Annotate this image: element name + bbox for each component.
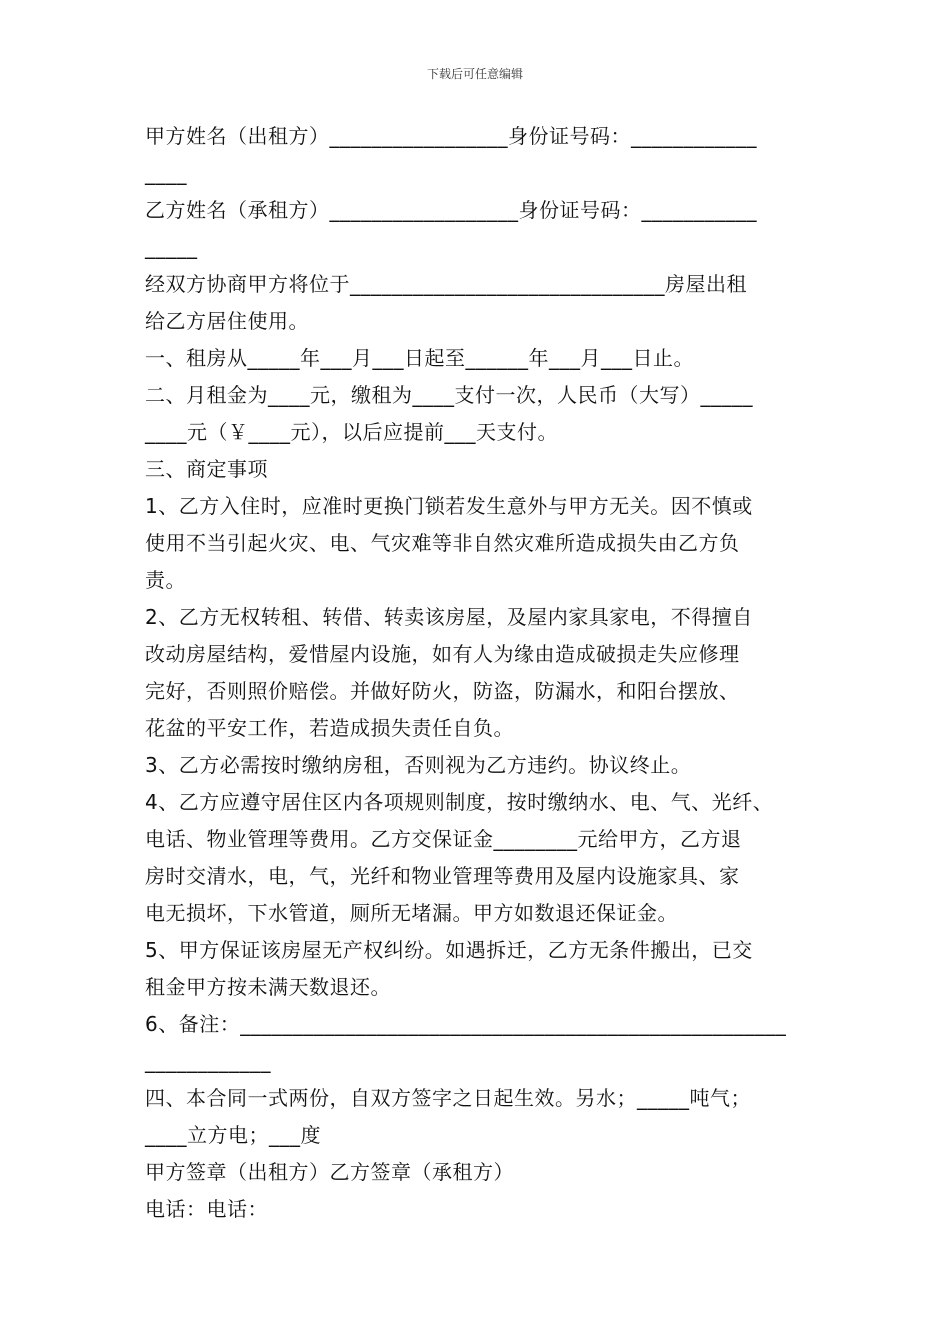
term-2-line-2: 改动房屋结构，爱惜屋内设施，如有人为缘由造成破损走失应修理 bbox=[145, 642, 740, 666]
rent-clause-cont: ____元（￥____元），以后应提前___天支付。 bbox=[145, 420, 558, 444]
term-4-line-3: 房时交清水，电，气，光纤和物业管理等费用及屋内设施家具、家 bbox=[145, 864, 740, 888]
section-four-line-2: ____立方电；___度 bbox=[145, 1123, 321, 1147]
term-1-line-2: 使用不当引起火灾、电、气灾难等非自然灾难所造成损失由乙方负 bbox=[145, 531, 740, 555]
term-5-line-1: 5、甲方保证该房屋无产权纠纷。如遇拆迁，乙方无条件搬出，已交 bbox=[145, 938, 753, 962]
party-a-id-continuation: ____ bbox=[145, 161, 187, 185]
term-1-line-1: 1、乙方入住时，应准时更换门锁若发生意外与甲方无关。因不慎或 bbox=[145, 494, 753, 518]
term-6-remarks-cont: ____________ bbox=[145, 1049, 271, 1073]
term-4-line-4: 电无损坏，下水管道，厕所无堵漏。甲方如数退还保证金。 bbox=[145, 901, 678, 925]
signature-line: 甲方签章（出租方）乙方签章（承租方） bbox=[145, 1160, 514, 1184]
term-4-line-1: 4、乙方应遵守居住区内各项规则制度，按时缴纳水、电、气、光纤、 bbox=[145, 790, 774, 814]
page-header: 下载后可任意编辑 bbox=[426, 67, 523, 81]
term-3: 3、乙方必需按时缴纳房租，否则视为乙方违约。协议终止。 bbox=[145, 753, 692, 777]
contract-body bbox=[145, 118, 810, 1228]
term-6-remarks: 6、备注：____________________________________________________ bbox=[145, 1012, 787, 1036]
term-2-line-3: 完好，否则照价赔偿。并做好防火，防盗，防漏水，和阳台摆放、 bbox=[145, 679, 740, 703]
term-1-line-3: 责。 bbox=[145, 568, 186, 592]
property-use-line: 给乙方居住使用。 bbox=[145, 309, 309, 333]
party-b-name-line: 乙方姓名（承租方）__________________身份证号码：___________ bbox=[145, 198, 757, 222]
phone-line: 电话：电话： bbox=[145, 1197, 268, 1221]
property-location-line: 经双方协商甲方将位于______________________________房屋出租 bbox=[145, 272, 747, 296]
section-four-line-1: 四、本合同一式两份，自双方签字之日起生效。另水；_____吨气； bbox=[145, 1086, 751, 1110]
term-4-line-2: 电话、物业管理等费用。乙方交保证金________元给甲方，乙方退 bbox=[145, 827, 742, 851]
party-b-id-continuation: _____ bbox=[145, 235, 198, 259]
rent-clause: 二、月租金为____元，缴租为____支付一次，人民币（大写）_____ bbox=[145, 383, 753, 407]
term-clause: 一、租房从_____年___月___日起至______年___月___日止。 bbox=[145, 346, 694, 370]
term-2-line-4: 花盆的平安工作，若造成损失责任自负。 bbox=[145, 716, 514, 740]
term-5-line-2: 租金甲方按未满天数退还。 bbox=[145, 975, 391, 999]
party-a-name-line: 甲方姓名（出租方）_________________身份证号码：____________ bbox=[145, 124, 757, 148]
term-2-line-1: 2、乙方无权转租、转借、转卖该房屋，及屋内家具家电，不得擅自 bbox=[145, 605, 753, 629]
section-heading-terms: 三、商定事项 bbox=[145, 457, 268, 481]
